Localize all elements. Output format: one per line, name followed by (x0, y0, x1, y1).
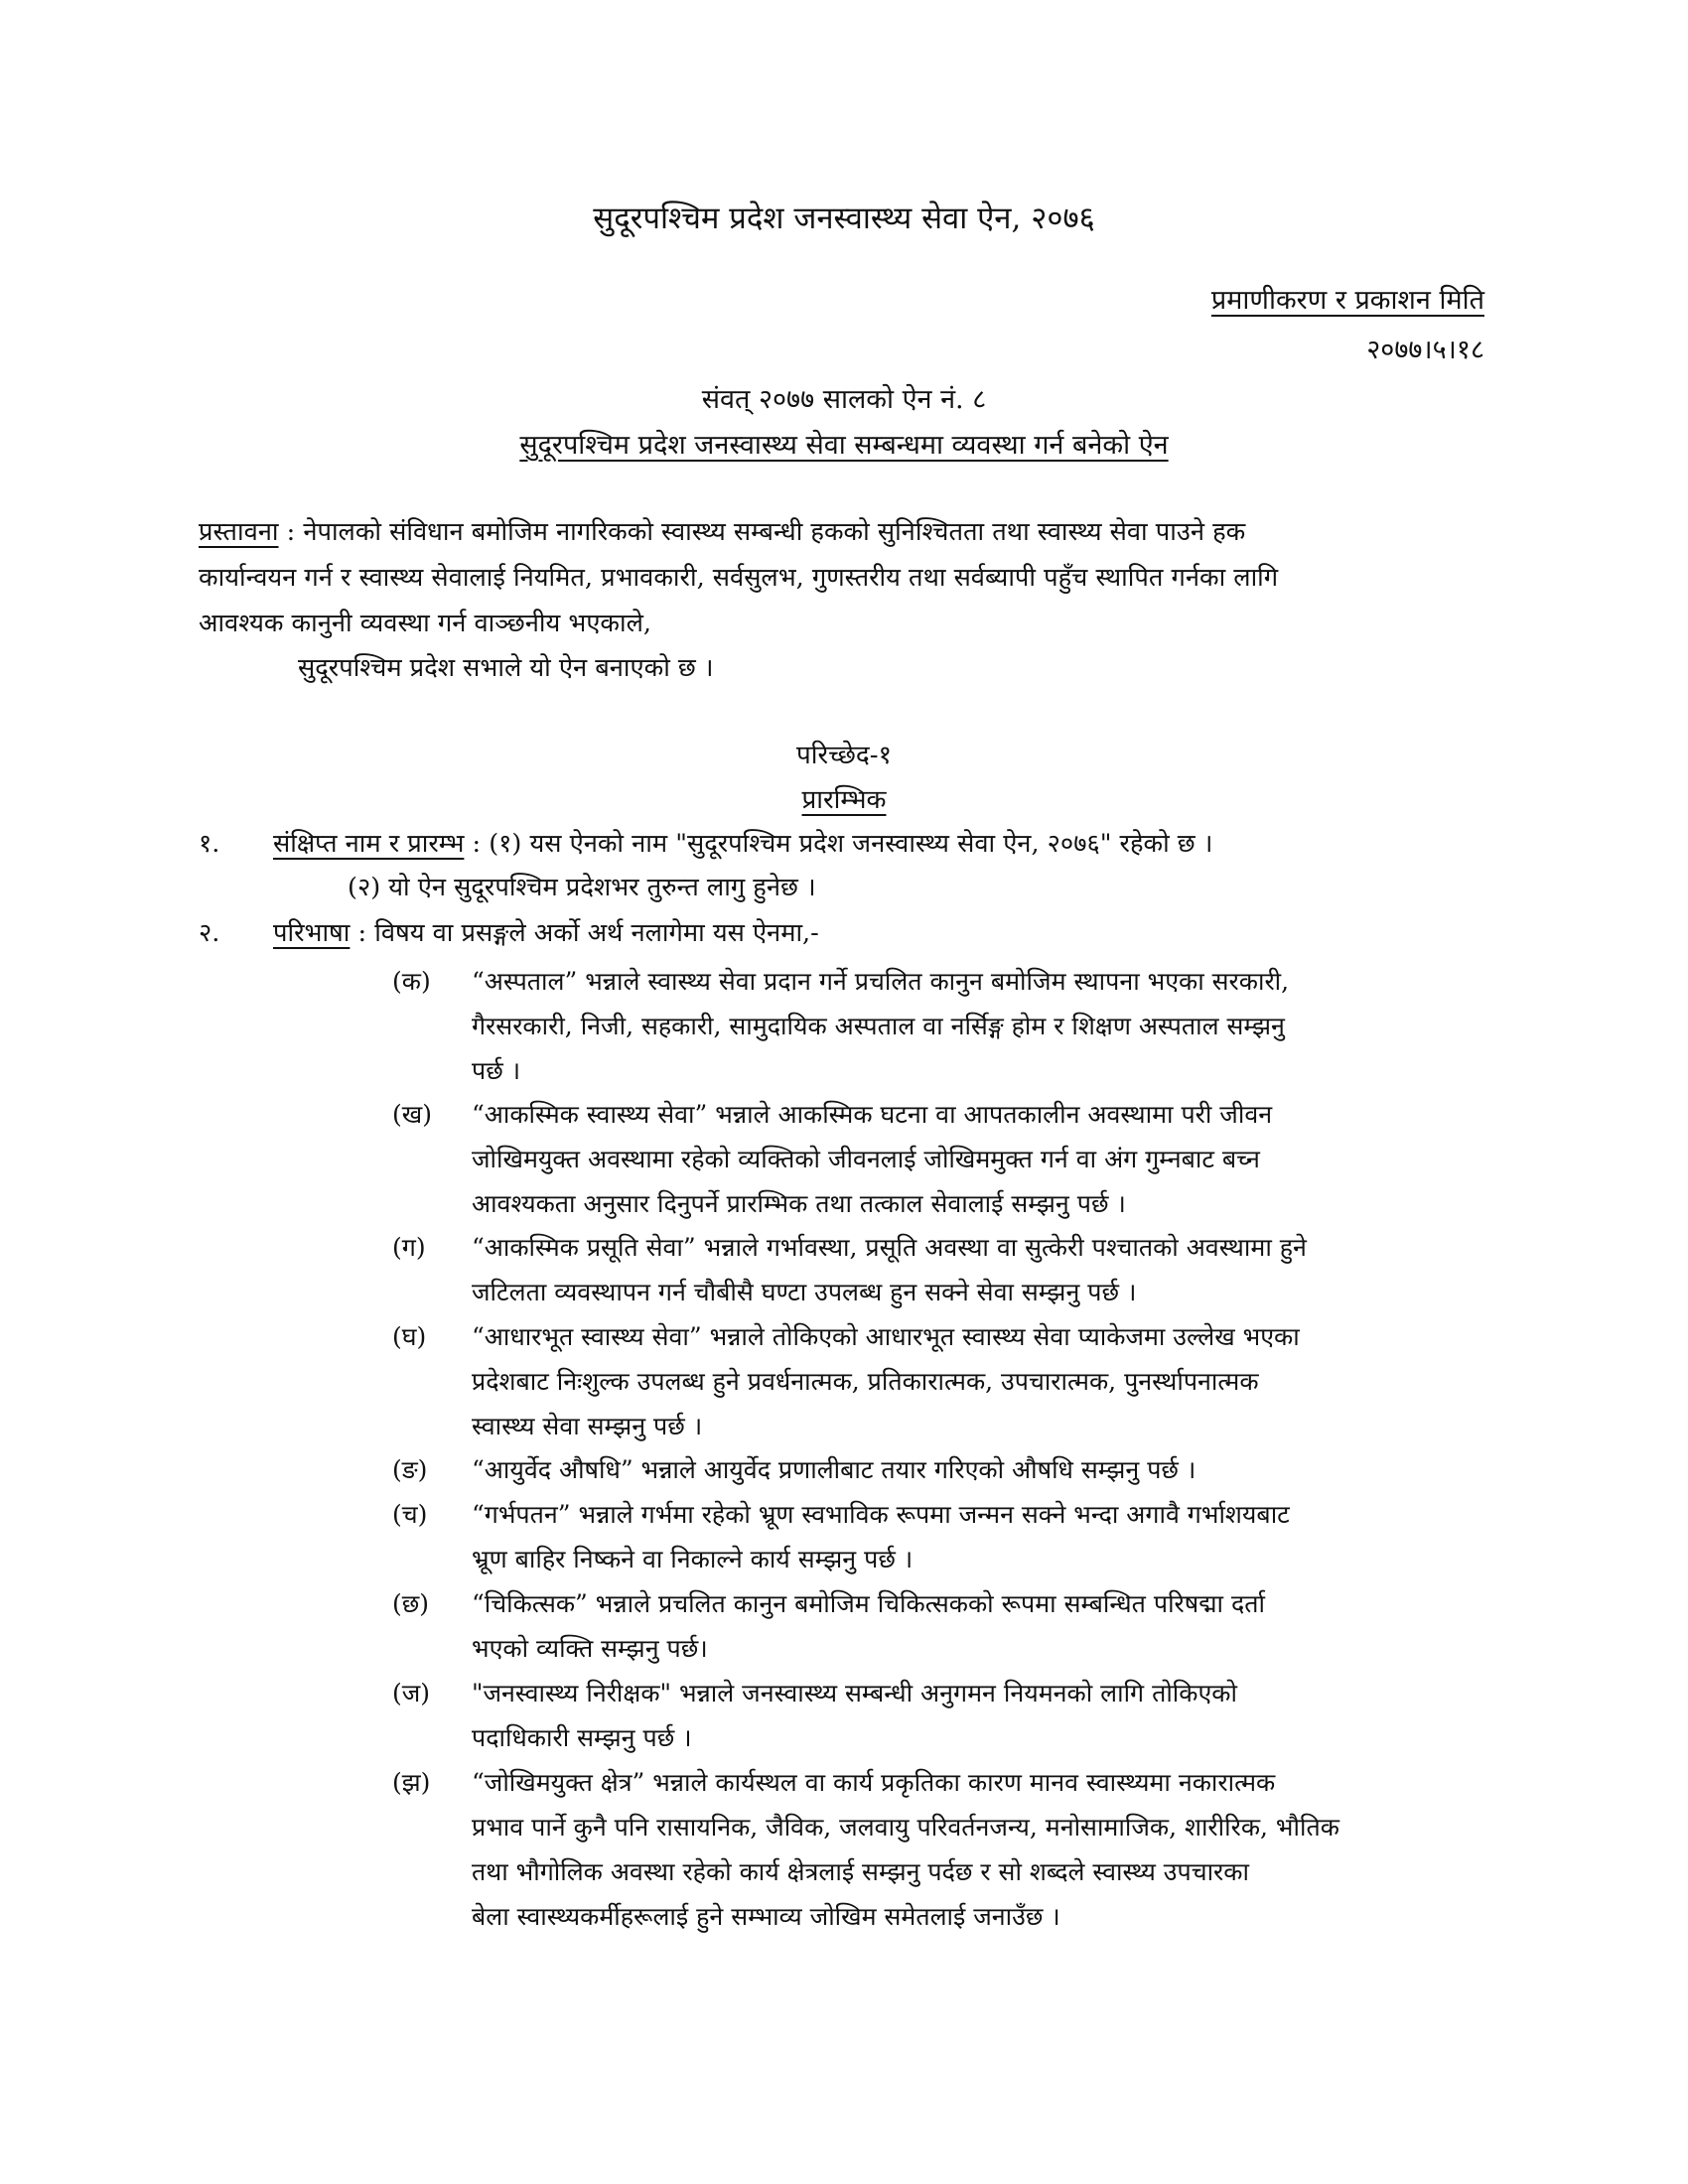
definition-line: जोखिमयुक्त अवस्थामा रहेको व्यक्तिको जीवनलाई जोखिममुक्त गर्न वा अंग गुम्नबाट बच्न (472, 1145, 1260, 1173)
preamble (199, 509, 1489, 646)
section-2-heading: परिभाषा (273, 918, 351, 948)
definition-chha (392, 1581, 1494, 1671)
definition-line: स्वास्थ्य सेवा सम्झनु पर्छ । (472, 1412, 703, 1440)
definition-line: गैरसरकारी, निजी, सहकारी, सामुदायिक अस्पताल वा नर्सिङ्ग होम र शिक्षण अस्पताल सम्झनु (472, 1012, 1285, 1040)
definition-line: भएको व्यक्ति सम्झनु पर्छ। (472, 1634, 708, 1663)
definition-mark: (ङ) (392, 1455, 428, 1484)
definition-line: “चिकित्सक” भन्नाले प्रचलित कानुन बमोजिम चिकित्सकको रूपमा सम्बन्धित परिषद्मा दर्ता (472, 1589, 1265, 1618)
preamble-line-3: आवश्यक कानुनी व्यवस्था गर्न वाञ्छनीय भएकाले, (199, 609, 651, 638)
definition-line: बेला स्वास्थ्यकर्मीहरूलाई हुने सम्भाव्य जोखिम समेतलाई जनाउँछ । (472, 1902, 1060, 1931)
preamble-label: प्रस्तावना (199, 517, 279, 547)
definition-mark: (ख) (392, 1100, 432, 1129)
definition-ja (392, 1671, 1494, 1760)
definition-line: “आकस्मिक स्वास्थ्य सेवा” भन्नाले आकस्मिक घटना वा आपतकालीन अवस्थामा परी जीवन (472, 1100, 1273, 1129)
section-1-subsection-2: (२) यो ऐन सुदूरपश्चिम प्रदेशभर तुरुन्त लागु हुनेछ । (348, 873, 816, 902)
section-2-number: २. (199, 918, 220, 948)
act-long-title-text: सुदूरपश्चिम प्रदेश जनस्वास्थ्य सेवा सम्बन्धमा व्यवस्था गर्न बनेको ऐन (519, 430, 1169, 461)
definition-cha (392, 1492, 1494, 1581)
act-title: सुदूरपश्चिम प्रदेश जनस्वास्थ्य सेवा ऐन, २०७६ (593, 201, 1095, 236)
definition-ga (392, 1225, 1494, 1314)
definition-line: जटिलता व्यवस्थापन गर्न चौबीसै घण्टा उपलब्ध हुन सक्ने सेवा सम्झनु पर्छ । (472, 1278, 1137, 1306)
section-1-text: : (१) यस ऐनको नाम "सुदूरपश्चिम प्रदेश जनस्वास्थ्य सेवा ऐन, २०७६" रहेको छ । (464, 829, 1213, 859)
preamble-line-2: कार्यान्वयन गर्न र स्वास्थ्य सेवालाई नियमित, प्रभावकारी, सर्वसुलभ, गुणस्तरीय तथा सर्वब्यापी पहुँच स्थापित गर्नका लागि (199, 563, 1279, 593)
chapter-number: परिच्छेद-१ (795, 741, 893, 770)
section-2 (273, 915, 819, 949)
definition-ka (392, 959, 1494, 1093)
definition-line: भ्रूण बाहिर निष्कने वा निकाल्ने कार्य सम्झनु पर्छ । (472, 1545, 914, 1573)
preamble-line-1-text: : नेपालको संविधान बमोजिम नागरिकको स्वास्थ्य सम्बन्धी हकको सुनिश्चितता तथा स्वास्थ्य सेवा पाउने हक (278, 517, 1246, 547)
section-1 (273, 826, 1212, 860)
definition-mark: (छ) (392, 1589, 430, 1618)
authentication-label: प्रमाणीकरण र प्रकाशन मिति (1210, 285, 1484, 316)
enactment-clause: सुदूरपश्चिम प्रदेश सभाले यो ऐन बनाएको छ । (298, 653, 714, 683)
definition-line: पदाधिकारी सम्झनु पर्छ । (472, 1723, 692, 1752)
definition-mark: (घ) (392, 1322, 427, 1351)
definition-line: “जोखिमयुक्त क्षेत्र” भन्नाले कार्यस्थल वा कार्य प्रकृतिका कारण मानव स्वास्थ्यमा नकारात्मक (472, 1768, 1276, 1797)
section-1-heading: संक्षिप्त नाम र प्रारम्भ (273, 829, 465, 859)
definition-line: “अस्पताल” भन्नाले स्वास्थ्य सेवा प्रदान गर्ने प्रचलित कानुन बमोजिम स्थापना भएका सरकारी, (472, 967, 1290, 996)
definition-line: प्रदेशबाट निःशुल्क उपलब्ध हुने प्रवर्धनात्मक, प्रतिकारात्मक, उपचारात्मक, पुनर्स्थापनात्मक (472, 1367, 1259, 1396)
section-1-number: १. (199, 829, 220, 859)
definition-line: “आधारभूत स्वास्थ्य सेवा” भन्नाले तोकिएको आधारभूत स्वास्थ्य सेवा प्याकेजमा उल्लेख भएका (472, 1322, 1300, 1351)
definition-line: “गर्भपतन” भन्नाले गर्भमा रहेको भ्रूण स्वभाविक रूपमा जन्मन सक्ने भन्दा अगावै गर्भाशयबाट (472, 1500, 1290, 1529)
definition-mark: (ग) (392, 1233, 426, 1262)
definition-mark: (ज) (392, 1679, 431, 1707)
act-long-title (0, 425, 1688, 462)
chapter-title-text: प्रारम्भिक (801, 785, 887, 815)
definition-mark: (च) (392, 1500, 428, 1529)
definition-line: “आयुर्वेद औषधि” भन्नाले आयुर्वेद प्रणालीबाट तयार गरिएको औषधि सम्झनु पर्छ । (472, 1455, 1196, 1484)
definition-line: "जनस्वास्थ्य निरीक्षक" भन्नाले जनस्वास्थ्य सम्बन्धी अनुगमन नियमनको लागि तोकिएको (472, 1679, 1237, 1707)
definition-jha (392, 1760, 1494, 1939)
definition-nga (392, 1447, 1494, 1492)
definition-gha (392, 1314, 1494, 1448)
definition-line: आवश्यकता अनुसार दिनुपर्ने प्रारम्भिक तथा तत्काल सेवालाई सम्झनु पर्छ । (472, 1189, 1126, 1218)
definition-mark: (क) (392, 967, 431, 996)
chapter-title (0, 780, 1688, 816)
definition-line: तथा भौगोलिक अवस्था रहेको कार्य क्षेत्रलाई सम्झनु पर्दछ र सो शब्दले स्वास्थ्य उपचारका (472, 1857, 1249, 1886)
authentication-date: २०७७।५।१८ (1366, 335, 1484, 365)
preamble-line-1 (199, 509, 1489, 555)
definition-mark: (झ) (392, 1768, 431, 1797)
definition-line: पर्छ । (472, 1056, 521, 1085)
section-2-text: : विषय वा प्रसङ्गले अर्को अर्थ नलागेमा यस ऐनमा,- (350, 918, 819, 948)
act-number: संवत् २०७७ सालको ऐन नं. ८ (701, 384, 987, 415)
definition-kha (392, 1092, 1494, 1226)
definition-line: “आकस्मिक प्रसूति सेवा” भन्नाले गर्भावस्था, प्रसूति अवस्था वा सुत्केरी पश्चातको अवस्थामा हुने (472, 1233, 1307, 1262)
definition-line: प्रभाव पार्ने कुनै पनि रासायनिक, जैविक, जलवायु परिवर्तनजन्य, मनोसामाजिक, शारीरिक, भौतिक (472, 1813, 1339, 1842)
